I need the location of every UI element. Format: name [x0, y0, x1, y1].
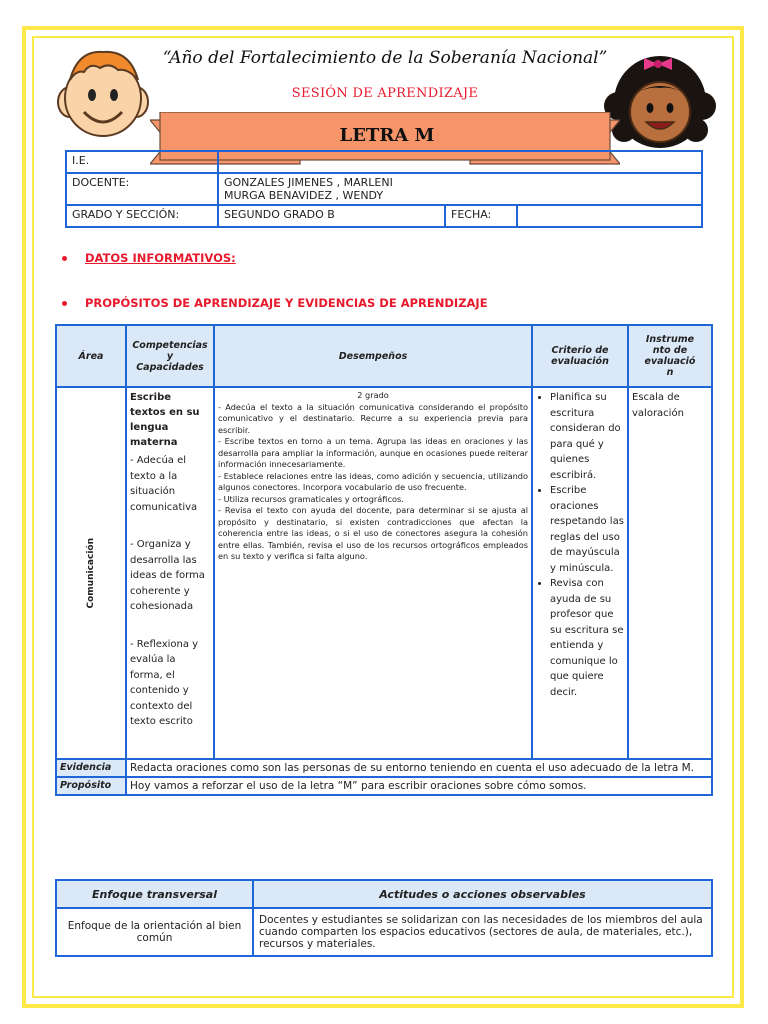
ie-value: [218, 151, 702, 173]
area-label: Comunicación: [86, 537, 96, 609]
desempeno-item: - Revisa el texto con ayuda del docente, para determinar si se ajusta al propósito y destinatario, si existen contradicciones que afectan la coherencia entre las ideas, o si el uso de conectores asegura la cohesión entre ellas. También, revisa el uso de los recursos ortográficos empleados en su texto y verifica si falta alguno.: [218, 505, 528, 561]
enfoque-header: Enfoque transversal: [56, 880, 253, 908]
evidencia-label: Evidencia: [56, 759, 126, 777]
propositos-table: [55, 324, 713, 796]
header-competencias: Competencias y Capacidades: [126, 325, 214, 387]
docente-name-2: MURGA BENAVIDEZ , WENDY: [224, 189, 384, 202]
criterio-item: • Escribe oraciones respetando las reglas del uso de mayúscula y minúscula.: [550, 483, 624, 576]
boy-face-illustration: [48, 40, 158, 150]
fecha-label: FECHA:: [445, 205, 517, 227]
info-table: [65, 150, 703, 228]
competencia-title: Escribe textos en su lengua materna: [130, 392, 200, 448]
actitudes-header: Actitudes o acciones observables: [253, 880, 712, 908]
enfoque-table: [55, 879, 713, 957]
header-desempenos: Desempeños: [214, 325, 532, 387]
year-headline: “Año del Fortalecimiento de la Soberanía Nacional”: [162, 48, 608, 68]
docente-value: [218, 173, 702, 205]
header-criterio: Criterio de evaluación: [532, 325, 628, 387]
desempeno-item: - Adecúa el texto a la situación comunicativa considerando el propósito comunicativo y el destinatario. Recurre a su experiencia previa para escribir.: [218, 401, 528, 435]
header-instrumento: Instrume nto de evaluació n: [628, 325, 712, 387]
desempeno-item: - Establece relaciones entre las ideas, como adición y secuencia, utilizando algunos conectores. Incorpora vocabulario de uso frecuente.: [218, 470, 528, 492]
criterio-item: • Planifica su escritura consideran do para qué y quienes escribirá.: [550, 390, 624, 483]
session-label: SESIÓN DE APRENDIZAJE: [291, 86, 479, 101]
criterios-cell: [532, 387, 628, 759]
desempeno-item: - Escribe textos en torno a un tema. Agrupa las ideas en oraciones y las desarrolla para ampliar la información, aunque en ocasiones puede reiterar información innecesariamente.: [218, 436, 529, 469]
datos-heading: DATOS INFORMATIVOS:: [62, 251, 236, 265]
bullet-icon: [62, 256, 67, 261]
docente-name-1: GONZALES JIMENES , MARLENI: [224, 176, 393, 189]
docente-label: DOCENTE:: [66, 173, 218, 205]
grado-label: GRADO Y SECCIÓN:: [66, 205, 218, 227]
capacidad-item: - Adecúa el texto a la situación comunicativa: [130, 455, 198, 513]
desempenos-cell: [214, 387, 532, 759]
desempeno-item: - Utiliza recursos gramaticales y ortográficos.: [218, 493, 404, 504]
grado-label: 2 grado: [357, 390, 389, 400]
proposito-label: Propósito: [56, 777, 126, 795]
competencias-cell: [126, 387, 214, 759]
enfoque-name: Enfoque de la orientación al bien común: [56, 908, 253, 956]
grado-value: SEGUNDO GRADO B: [218, 205, 445, 227]
propositos-heading: PROPÓSITOS DE APRENDIZAJE Y EVIDENCIAS DE APRENDIZAJE: [62, 296, 488, 310]
girl-face-illustration: [604, 46, 716, 150]
fecha-value: [517, 205, 702, 227]
proposito-text: Hoy vamos a reforzar el uso de la letra “M” para escribir oraciones sobre cómo somos.: [126, 777, 712, 795]
ie-label: I.E.: [66, 151, 218, 173]
capacidad-item: - Reflexiona y evalúa la forma, el contenido y contexto del texto escrito: [130, 638, 199, 727]
bullet-icon: [62, 301, 67, 306]
enfoque-action: Docentes y estudiantes se solidarizan con las necesidades de los miembros del aula cuando comparten los espacios educativos (sectores de aula, de materiales, etc.), recursos y materiales.: [253, 908, 712, 956]
capacidad-item: - Organiza y desarrolla las ideas de forma coherente y cohesionada: [130, 539, 205, 612]
header-area: Área: [56, 325, 126, 387]
area-cell: [56, 387, 126, 759]
evidencia-text: Redacta oraciones como son las personas de su entorno teniendo en cuenta el uso adecuado de la letra M.: [126, 759, 712, 777]
instrumento-cell: Escala de valoración: [628, 387, 712, 759]
page-title: LETRA M: [339, 125, 435, 146]
criterio-item: • Revisa con ayuda de su profesor que su escritura se entienda y comunique lo que quiere decir.: [550, 576, 624, 700]
